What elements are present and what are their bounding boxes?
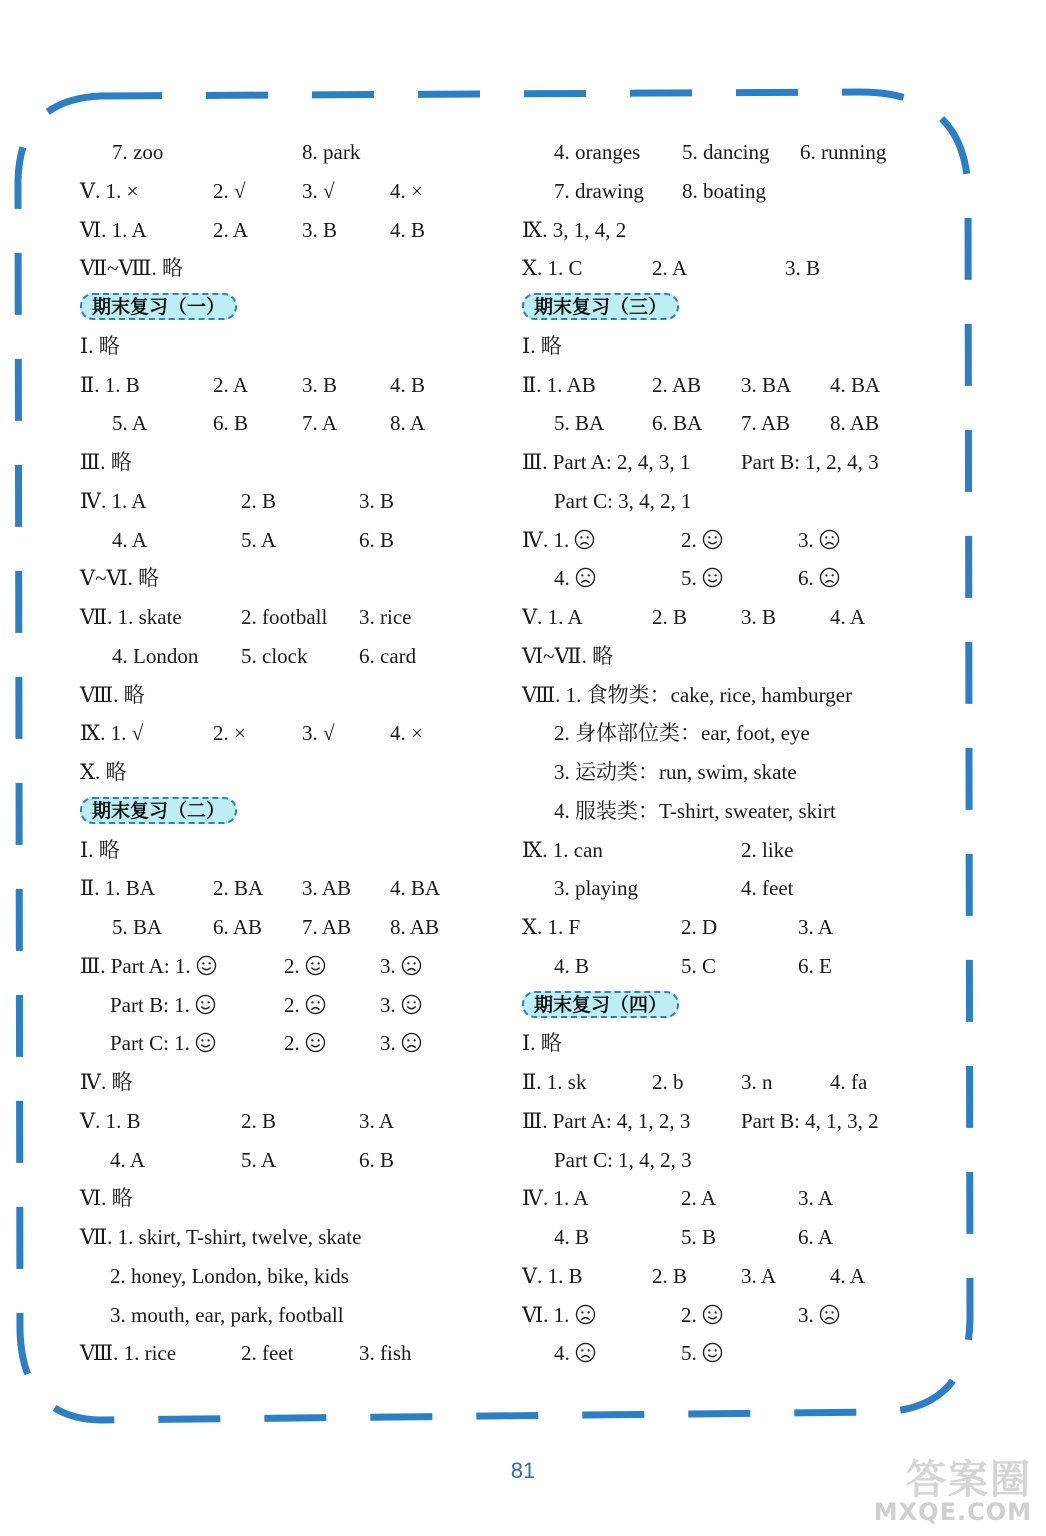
sad-face-icon: [819, 1304, 840, 1325]
answer-item: 2. football: [241, 605, 328, 629]
answer-item: 2. D: [681, 915, 718, 939]
answer-item: Ⅱ. 1. BA: [80, 876, 155, 901]
answer-item: 3. B: [741, 605, 777, 629]
answer-item: 4. London: [112, 643, 199, 668]
answer-item: 6. A: [798, 1225, 834, 1249]
answer-item: 3. √: [302, 178, 335, 203]
answer-item: 7. drawing: [554, 178, 644, 203]
answer-item: 4. 服装类：T-shirt, sweater, skirt: [554, 798, 836, 823]
answer-item: 6. B: [359, 1147, 395, 1172]
sad-face-icon: [401, 955, 422, 976]
sad-face-icon: [575, 1342, 596, 1363]
answer-item: 2. A: [652, 256, 688, 281]
section-heading-badge: 期末复习（三）: [522, 293, 679, 320]
smiley-face-icon: [702, 1342, 723, 1363]
answer-item: 2. like: [741, 837, 794, 862]
answer-item: Ⅸ. 1. √: [80, 721, 144, 746]
answer-item: 6. running: [800, 140, 887, 164]
answer-item: 3.: [380, 987, 422, 1023]
answer-item: Ⅲ. Part A: 1.: [80, 948, 217, 984]
sad-face-icon: [819, 529, 840, 550]
answer-item: 5. clock: [241, 643, 308, 668]
section-heading-badge: 期末复习（四）: [522, 991, 679, 1018]
answer-item: Ⅴ. 1. B: [522, 1263, 583, 1288]
answer-item: Ⅷ. 略: [80, 682, 145, 707]
answer-item: 4. oranges: [554, 140, 641, 164]
answer-item: 6. card: [359, 643, 417, 668]
answer-item: Ⅳ. 1.: [522, 522, 595, 558]
answer-item: Ⅴ. 1. A: [522, 605, 583, 629]
answer-item: 5.: [681, 1335, 723, 1371]
answer-item: 2. A: [213, 217, 249, 242]
answer-item: 2.: [681, 1297, 723, 1333]
answer-item: 3. B: [302, 372, 338, 397]
answer-item: 4. A: [112, 527, 148, 552]
answer-item: Ⅱ. 1. B: [80, 372, 140, 397]
answer-item: 2. BA: [213, 876, 264, 901]
answer-item: 3.: [380, 948, 422, 984]
sad-face-icon: [305, 994, 326, 1015]
answer-item: 4. BA: [830, 372, 881, 397]
answer-item: Ⅶ~Ⅷ. 略: [80, 256, 184, 281]
section-heading-badge: 期末复习（一）: [80, 293, 237, 320]
sad-face-icon: [575, 1304, 596, 1325]
answer-item: 2. B: [241, 1108, 277, 1133]
answer-item: 2. B: [652, 605, 688, 629]
answer-item: Ⅵ~Ⅶ. 略: [522, 643, 614, 668]
answer-item: 3.: [798, 522, 840, 558]
answer-item: 3. A: [798, 1186, 834, 1211]
answer-item: Ⅰ. 略: [522, 333, 562, 358]
answer-item: 2.: [284, 987, 326, 1023]
answer-item: 2. √: [213, 178, 246, 203]
answer-item: 2. honey, London, bike, kids: [110, 1263, 349, 1288]
answer-item: 3. √: [302, 721, 335, 746]
answer-item: 6. E: [798, 953, 832, 978]
answer-item: Ⅷ. 1. rice: [80, 1341, 177, 1366]
answer-item: 6.: [798, 560, 840, 596]
answer-item: 3.: [798, 1297, 840, 1333]
answer-item: Ⅸ. 3, 1, 4, 2: [522, 217, 627, 242]
answer-item: 3. AB: [302, 876, 352, 901]
answer-item: 4.: [554, 1335, 596, 1371]
answer-item: 2. b: [652, 1070, 684, 1094]
answer-item: Part B: 1.: [110, 987, 216, 1023]
answer-item: 3.: [380, 1025, 422, 1061]
smiley-face-icon: [195, 994, 216, 1015]
answer-item: 5. B: [681, 1225, 717, 1249]
answer-item: Ⅲ. Part A: 4, 1, 2, 3: [522, 1108, 691, 1133]
answer-item: 4. A: [110, 1147, 146, 1172]
answer-item: 3. A: [798, 915, 834, 939]
answer-item: 5. A: [112, 411, 148, 436]
answer-item: 5. BA: [112, 915, 163, 939]
answer-item: Ⅴ~Ⅵ. 略: [80, 566, 160, 591]
answer-item: Ⅳ. 1. A: [522, 1186, 589, 1211]
answer-item: 6. B: [213, 411, 249, 436]
answer-item: Part B: 4, 1, 3, 2: [741, 1108, 879, 1133]
answer-item: 4. feet: [741, 876, 794, 901]
answer-item: Ⅰ. 略: [80, 837, 120, 862]
answer-item: Ⅲ. Part A: 2, 4, 3, 1: [522, 450, 691, 474]
answer-item: Ⅶ. 1. skate: [80, 605, 182, 629]
section-heading-badge: 期末复习（二）: [80, 797, 237, 824]
answer-item: 4. ×: [390, 721, 423, 746]
answer-item: Ⅹ. 1. C: [522, 256, 583, 281]
answer-item: 5. A: [241, 527, 277, 552]
answer-item: 2. B: [652, 1263, 688, 1288]
answer-item: 3. B: [359, 488, 395, 513]
answer-item: 2.: [284, 948, 326, 984]
answer-item: 7. AB: [741, 411, 791, 436]
answer-item: 3. playing: [554, 876, 638, 901]
answer-item: 7. A: [302, 411, 338, 436]
answer-item: Part C: 1.: [110, 1025, 216, 1061]
answer-item: 4. B: [554, 953, 590, 978]
answer-item: Part C: 3, 4, 2, 1: [554, 488, 692, 513]
sad-face-icon: [401, 1032, 422, 1053]
answer-item: 5. dancing: [682, 140, 770, 164]
answer-item: 8. A: [390, 411, 426, 436]
answer-item: Ⅹ. 略: [80, 760, 127, 784]
answer-item: Ⅱ. 1. sk: [522, 1070, 587, 1094]
answer-item: 5. A: [241, 1147, 277, 1172]
answer-item: Ⅹ. 1. F: [522, 915, 581, 939]
answer-item: 4. A: [830, 605, 866, 629]
answer-item: 3. BA: [741, 372, 792, 397]
answer-item: 2. AB: [652, 372, 702, 397]
smiley-face-icon: [305, 1032, 326, 1053]
answer-item: 4. B: [554, 1225, 590, 1249]
answer-item: 8. park: [302, 140, 361, 164]
smiley-face-icon: [702, 567, 723, 588]
answer-item: 3. B: [302, 217, 338, 242]
smiley-face-icon: [196, 955, 217, 976]
sad-face-icon: [819, 567, 840, 588]
answer-item: 2. B: [241, 488, 277, 513]
answer-item: Ⅱ. 1. AB: [522, 372, 596, 397]
answer-item: Ⅶ. 1. skirt, T-shirt, twelve, skate: [80, 1225, 362, 1249]
answer-item: Ⅲ. 略: [80, 450, 132, 474]
watermark-top-text: 答案圈: [906, 1457, 1032, 1503]
answer-item: 4.: [554, 560, 596, 596]
answer-item: 6. BA: [652, 411, 703, 436]
answer-item: Ⅳ. 略: [80, 1070, 133, 1094]
answer-item: 4. fa: [830, 1070, 868, 1094]
answer-item: 2. 身体部位类：ear, foot, eye: [554, 721, 810, 746]
answer-item: Ⅵ. 1.: [522, 1297, 596, 1333]
answer-item: 8. AB: [390, 915, 440, 939]
watermark-logo: [852, 1448, 1032, 1528]
answer-item: 4. BA: [390, 876, 441, 901]
answer-item: 2.: [284, 1025, 326, 1061]
smiley-face-icon: [702, 529, 723, 550]
answer-item: 2. ×: [213, 721, 246, 746]
answer-item: 3. A: [359, 1108, 395, 1133]
answer-item: Ⅷ. 1. 食物类：cake, rice, hamburger: [522, 682, 853, 707]
answer-item: Ⅳ. 1. A: [80, 488, 147, 513]
page-number: 81: [510, 1458, 536, 1483]
answer-item: Ⅵ. 1. A: [80, 217, 147, 242]
answer-item: 2. A: [213, 372, 249, 397]
answer-item: Ⅸ. 1. can: [522, 837, 603, 862]
answer-item: 6. AB: [213, 915, 263, 939]
answer-item: 3. A: [741, 1263, 777, 1288]
answer-item: 3. B: [785, 256, 821, 281]
answer-item: 5. BA: [554, 411, 605, 436]
smiley-face-icon: [305, 955, 326, 976]
answer-item: 4. ×: [390, 178, 423, 203]
sad-face-icon: [575, 567, 596, 588]
answer-item: Ⅴ. 1. ×: [80, 178, 139, 203]
smiley-face-icon: [702, 1304, 723, 1325]
smiley-face-icon: [401, 994, 422, 1015]
answer-item: 3. n: [741, 1070, 773, 1094]
answer-item: 7. AB: [302, 915, 352, 939]
answer-item: Ⅰ. 略: [522, 1031, 562, 1056]
answer-item: Part C: 1, 4, 2, 3: [554, 1147, 692, 1172]
answer-item: 3. mouth, ear, park, football: [110, 1302, 344, 1327]
answer-item: 2.: [681, 522, 723, 558]
answer-item: 5.: [681, 560, 723, 596]
answer-item: 3. 运动类：run, swim, skate: [554, 760, 797, 784]
answer-item: 8. AB: [830, 411, 880, 436]
watermark-bottom-text: MXQE.COM: [873, 1498, 1032, 1526]
answer-item: 4. A: [830, 1263, 866, 1288]
answer-item: Ⅵ. 略: [80, 1186, 133, 1211]
answer-item: Ⅰ. 略: [80, 333, 120, 358]
answer-item: 3. rice: [359, 605, 412, 629]
answer-item: 4. B: [390, 372, 426, 397]
answer-item: 8. boating: [682, 178, 766, 203]
answer-item: Part B: 1, 2, 4, 3: [741, 450, 879, 474]
answer-item: 5. C: [681, 953, 717, 978]
sad-face-icon: [574, 529, 595, 550]
answer-item: 3. fish: [359, 1341, 412, 1366]
answer-item: Ⅴ. 1. B: [80, 1108, 141, 1133]
answer-item: 2. A: [681, 1186, 717, 1211]
answer-item: 4. B: [390, 217, 426, 242]
smiley-face-icon: [195, 1032, 216, 1053]
answer-item: 6. B: [359, 527, 395, 552]
answer-item: 2. feet: [241, 1341, 294, 1366]
answer-item: 7. zoo: [112, 140, 164, 164]
